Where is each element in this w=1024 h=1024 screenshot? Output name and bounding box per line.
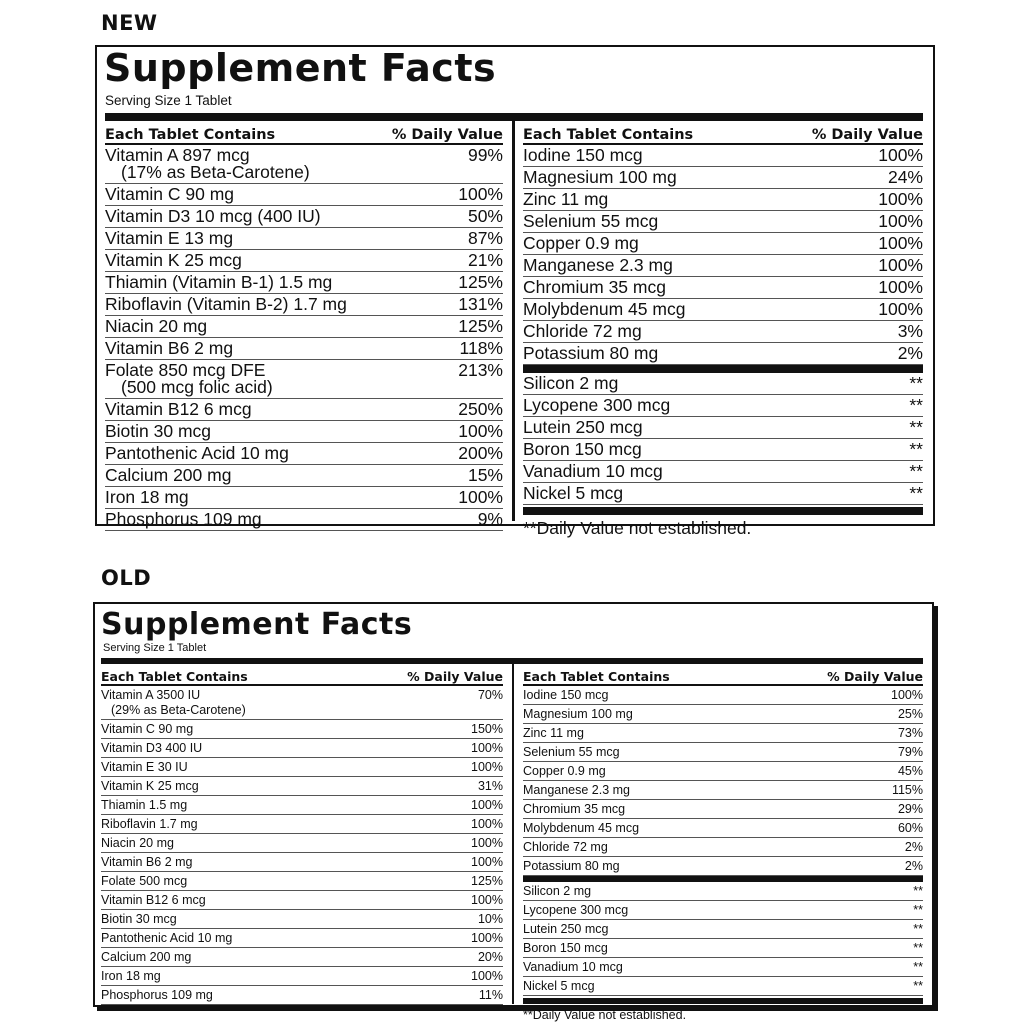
nutrient-row	[105, 487, 503, 509]
nutrient-subnote: (17% as Beta-Carotene)	[121, 162, 310, 182]
old-panel-title: Supplement Facts	[101, 607, 413, 642]
nutrient-amount: Lutein 250 mcg	[523, 417, 643, 437]
nutrient-amount: Thiamin (Vitamin B-1) 1.5 mg	[105, 272, 333, 292]
nutrient-amount: Vitamin A 897 mcg	[105, 145, 250, 165]
nutrient-name	[523, 840, 608, 855]
new-serving-size: Serving Size 1 Tablet	[105, 93, 232, 108]
nutrient-amount: Boron 150 mcg	[523, 439, 642, 459]
nutrient-amount: Silicon 2 mg	[523, 884, 592, 898]
nutrient-row	[101, 948, 503, 967]
nutrient-row	[101, 815, 503, 834]
nutrient-name	[523, 257, 673, 274]
nutrient-row	[523, 838, 923, 857]
nutrient-amount: Biotin 30 mcg	[105, 421, 212, 441]
nutrient-daily-value: 100%	[471, 817, 503, 831]
nutrient-name	[523, 783, 630, 798]
nutrient-row	[105, 250, 503, 272]
nutrient-row	[105, 316, 503, 338]
old-left-column-header	[101, 664, 503, 686]
nutrient-row	[105, 184, 503, 206]
nutrient-name	[101, 836, 174, 851]
nutrient-row	[101, 986, 503, 1005]
new-label: NEW	[101, 11, 158, 35]
nutrient-amount: Magnesium 100 mg	[523, 167, 677, 187]
nutrient-subnote: (500 mcg folic acid)	[121, 377, 273, 397]
nutrient-row	[523, 686, 923, 705]
new-footnote: **Daily Value not established.	[523, 518, 752, 538]
nutrient-name	[523, 147, 643, 164]
nutrient-amount: Zinc 11 mg	[523, 189, 609, 209]
nutrient-amount: Niacin 20 mg	[105, 316, 208, 336]
nutrient-name	[101, 688, 246, 718]
nutrient-name	[523, 397, 670, 414]
nutrient-daily-value: 50%	[467, 206, 503, 226]
nutrient-amount: Calcium 200 mg	[105, 465, 232, 485]
nutrient-row	[105, 443, 503, 465]
nutrient-daily-value: 20%	[477, 950, 503, 964]
nutrient-daily-value: **	[913, 903, 923, 917]
nutrient-amount: Pantothenic Acid 10 mg	[105, 443, 289, 463]
nutrient-daily-value: **	[913, 922, 923, 936]
nutrient-daily-value: 100%	[878, 189, 923, 209]
old-left-header-name: Each Tablet Contains	[101, 669, 248, 684]
nutrient-row	[523, 167, 923, 189]
old-right-header-dv: % Daily Value	[827, 669, 923, 684]
nutrient-daily-value: 100%	[471, 931, 503, 945]
nutrient-row	[523, 939, 923, 958]
nutrient-amount: Phosphorus 109 mg	[101, 988, 213, 1002]
nutrient-name	[523, 884, 591, 899]
nutrient-row	[523, 958, 923, 977]
nutrient-daily-value: 200%	[458, 443, 503, 463]
nutrient-name	[101, 798, 187, 813]
nutrient-daily-value: 100%	[471, 855, 503, 869]
nutrient-row	[523, 189, 923, 211]
nutrient-amount: Potassium 80 mg	[523, 343, 659, 363]
nutrient-amount: Silicon 2 mg	[523, 373, 619, 393]
nutrient-row	[101, 929, 503, 948]
nutrient-row	[523, 724, 923, 743]
nutrient-daily-value: 100%	[458, 487, 503, 507]
new-right-nutrient-list	[523, 145, 923, 365]
nutrient-row	[101, 758, 503, 777]
nutrient-daily-value: 3%	[897, 321, 923, 341]
nutrient-amount: Molybdenum 45 mcg	[523, 299, 686, 319]
nutrient-daily-value: 100%	[458, 421, 503, 441]
nutrient-row	[105, 228, 503, 250]
nutrient-name	[101, 931, 232, 946]
nutrient-name	[523, 903, 628, 918]
nutrient-name	[105, 274, 332, 291]
nutrient-daily-value: 79%	[897, 745, 923, 759]
nutrient-daily-value: **	[909, 439, 923, 459]
nutrient-daily-value: 100%	[878, 211, 923, 231]
nutrient-name	[105, 230, 233, 247]
nutrient-amount: Lycopene 300 mcg	[523, 395, 671, 415]
nutrient-row	[101, 891, 503, 910]
nutrient-name	[523, 941, 608, 956]
nutrient-daily-value: 60%	[897, 821, 923, 835]
nutrient-daily-value: **	[913, 884, 923, 898]
nutrient-name	[523, 279, 666, 296]
nutrient-name	[523, 375, 618, 392]
nutrient-row	[105, 399, 503, 421]
nutrient-row	[105, 145, 503, 184]
new-left-header-dv: % Daily Value	[391, 127, 503, 143]
nutrient-amount: Vitamin K 25 mcg	[105, 250, 242, 270]
nutrient-amount: Vitamin B12 6 mcg	[105, 399, 252, 419]
nutrient-name	[101, 893, 206, 908]
nutrient-row	[105, 294, 503, 316]
nutrient-name	[101, 817, 198, 832]
nutrient-row	[101, 720, 503, 739]
nutrient-row	[101, 686, 503, 720]
nutrient-daily-value: **	[913, 960, 923, 974]
nutrient-amount: Thiamin 1.5 mg	[101, 798, 188, 812]
nutrient-amount: Lycopene 300 mcg	[523, 903, 629, 917]
new-right-header-name: Each Tablet Contains	[523, 127, 694, 143]
nutrient-name	[105, 445, 289, 462]
nutrient-row	[523, 343, 923, 365]
nutrient-amount: Vitamin D3 400 IU	[101, 741, 203, 755]
nutrient-row	[101, 872, 503, 891]
nutrient-name	[101, 760, 188, 775]
nutrient-daily-value: 125%	[458, 316, 503, 336]
nutrient-row	[101, 739, 503, 758]
nutrient-amount: Iodine 150 mcg	[523, 688, 609, 702]
nutrient-daily-value: 100%	[891, 688, 923, 702]
old-label: OLD	[101, 566, 152, 590]
nutrient-daily-value: **	[909, 483, 923, 503]
nutrient-daily-value: 100%	[878, 255, 923, 275]
nutrient-amount: Vitamin K 25 mcg	[101, 779, 199, 793]
nutrient-daily-value: 21%	[467, 250, 503, 270]
nutrient-row	[101, 967, 503, 986]
nutrient-amount: Iodine 150 mcg	[523, 145, 643, 165]
nutrient-amount: Boron 150 mcg	[523, 941, 608, 955]
nutrient-daily-value: 99%	[467, 145, 503, 165]
nutrient-daily-value: 100%	[458, 184, 503, 204]
new-left-column-header	[105, 121, 503, 145]
nutrient-amount: Iron 18 mg	[101, 969, 161, 983]
nutrient-amount: Pantothenic Acid 10 mg	[101, 931, 233, 945]
nutrient-row	[523, 901, 923, 920]
nutrient-daily-value: 29%	[897, 802, 923, 816]
nutrient-amount: Lutein 250 mcg	[523, 922, 609, 936]
nutrient-name	[105, 252, 242, 269]
old-serving-size: Serving Size 1 Tablet	[103, 642, 207, 654]
nutrient-row	[523, 977, 923, 996]
nutrient-name	[523, 821, 639, 836]
nutrient-name	[523, 726, 584, 741]
nutrient-row	[523, 277, 923, 299]
nutrient-row	[523, 857, 923, 876]
nutrient-row	[105, 465, 503, 487]
nutrient-daily-value: **	[909, 417, 923, 437]
nutrient-daily-value: 100%	[878, 277, 923, 297]
nutrient-amount: Biotin 30 mcg	[101, 912, 177, 926]
nutrient-amount: Folate 850 mcg DFE	[105, 360, 266, 380]
nutrient-name	[523, 485, 623, 502]
nutrient-amount: Vanadium 10 mcg	[523, 960, 623, 974]
nutrient-amount: Calcium 200 mg	[101, 950, 192, 964]
nutrient-daily-value: **	[913, 979, 923, 993]
nutrient-amount: Riboflavin 1.7 mg	[101, 817, 198, 831]
new-column-divider	[512, 121, 515, 521]
nutrient-name	[523, 441, 642, 458]
nutrient-name	[105, 208, 321, 225]
new-bottom-bar	[523, 507, 923, 515]
nutrient-name	[105, 511, 262, 528]
nutrient-daily-value: 15%	[467, 465, 503, 485]
nutrient-daily-value: 100%	[471, 836, 503, 850]
nutrient-daily-value: 115%	[891, 783, 923, 797]
nutrient-daily-value: 131%	[458, 294, 503, 314]
nutrient-name	[523, 764, 606, 779]
nutrient-daily-value: 45%	[897, 764, 923, 778]
nutrient-name	[523, 922, 608, 937]
nutrient-name	[101, 722, 193, 737]
nutrient-row	[523, 800, 923, 819]
nutrient-amount: Potassium 80 mg	[523, 859, 620, 873]
nutrient-row	[523, 781, 923, 800]
nutrient-name	[105, 362, 273, 396]
nutrient-row	[523, 762, 923, 781]
nutrient-amount: Zinc 11 mg	[523, 726, 584, 740]
old-footnote: **Daily Value not established.	[523, 1008, 687, 1022]
nutrient-name	[105, 401, 252, 418]
nutrient-name	[105, 296, 347, 313]
nutrient-name	[101, 988, 213, 1003]
new-right-separator-bar	[523, 365, 923, 373]
nutrient-daily-value: 10%	[477, 912, 503, 926]
new-left-header-name: Each Tablet Contains	[105, 127, 276, 143]
nutrient-row	[523, 743, 923, 762]
nutrient-name	[523, 419, 643, 436]
old-supplement-facts-panel	[93, 602, 934, 1022]
nutrient-amount: Manganese 2.3 mg	[523, 255, 673, 275]
nutrient-name	[101, 969, 161, 984]
nutrient-amount: Manganese 2.3 mg	[523, 783, 631, 797]
nutrient-amount: Copper 0.9 mg	[523, 233, 639, 253]
nutrient-daily-value: 100%	[471, 893, 503, 907]
old-column-divider	[512, 664, 514, 1004]
nutrient-row	[523, 705, 923, 724]
nutrient-amount: Vitamin C 90 mg	[101, 722, 194, 736]
nutrient-amount: Magnesium 100 mg	[523, 707, 633, 721]
nutrient-name	[105, 186, 234, 203]
nutrient-amount: Nickel 5 mcg	[523, 483, 624, 503]
nutrient-row	[101, 777, 503, 796]
old-right-nutrient-list	[523, 686, 923, 876]
nutrient-name	[523, 191, 608, 208]
nutrient-amount: Nickel 5 mcg	[523, 979, 595, 993]
nutrient-amount: Iron 18 mg	[105, 487, 189, 507]
old-left-header-dv: % Daily Value	[407, 669, 503, 684]
nutrient-row	[523, 417, 923, 439]
nutrient-amount: Molybdenum 45 mcg	[523, 821, 640, 835]
nutrient-daily-value: 100%	[878, 145, 923, 165]
nutrient-row	[105, 206, 503, 228]
nutrient-row	[523, 819, 923, 838]
nutrient-row	[523, 233, 923, 255]
nutrient-name	[105, 489, 189, 506]
nutrient-name	[523, 707, 633, 722]
nutrient-name	[523, 688, 608, 703]
nutrient-daily-value: 87%	[467, 228, 503, 248]
nutrient-name	[523, 169, 677, 186]
nutrient-amount: Chromium 35 mcg	[523, 277, 666, 297]
nutrient-daily-value: 100%	[471, 741, 503, 755]
nutrient-daily-value: 2%	[897, 343, 923, 363]
old-left-column	[101, 664, 503, 1005]
nutrient-name	[105, 423, 211, 440]
new-right-header-dv: % Daily Value	[811, 127, 923, 143]
nutrient-row	[523, 461, 923, 483]
nutrient-name	[523, 301, 685, 318]
old-right-header-name: Each Tablet Contains	[523, 669, 670, 684]
nutrient-row	[523, 920, 923, 939]
nutrient-row	[523, 255, 923, 277]
nutrient-row	[523, 145, 923, 167]
nutrient-daily-value: 24%	[887, 167, 923, 187]
nutrient-subnote: (29% as Beta-Carotene)	[111, 703, 246, 717]
nutrient-row	[523, 483, 923, 505]
nutrient-row	[101, 796, 503, 815]
nutrient-amount: Vitamin B6 2 mg	[105, 338, 234, 358]
nutrient-name	[101, 950, 191, 965]
nutrient-name	[523, 960, 623, 975]
nutrient-row	[101, 834, 503, 853]
old-bottom-bar	[523, 998, 923, 1004]
nutrient-amount: Vanadium 10 mcg	[523, 461, 663, 481]
nutrient-amount: Vitamin D3 10 mcg (400 IU)	[105, 206, 321, 226]
nutrient-name	[523, 859, 620, 874]
nutrient-daily-value: **	[909, 461, 923, 481]
nutrient-daily-value: **	[909, 373, 923, 393]
nutrient-amount: Riboflavin (Vitamin B-2) 1.7 mg	[105, 294, 347, 314]
nutrient-row	[105, 421, 503, 443]
nutrient-name	[523, 745, 620, 760]
nutrient-daily-value: 9%	[477, 509, 503, 529]
nutrient-amount: Selenium 55 mcg	[523, 211, 659, 231]
nutrient-name	[101, 874, 187, 889]
nutrient-daily-value: 150%	[471, 722, 503, 736]
nutrient-daily-value: 100%	[471, 798, 503, 812]
nutrient-daily-value: 125%	[471, 874, 503, 888]
nutrient-daily-value: 118%	[459, 338, 503, 358]
nutrient-name	[101, 855, 192, 870]
nutrient-daily-value: 31%	[477, 779, 503, 793]
nutrient-amount: Vitamin B6 2 mg	[101, 855, 193, 869]
new-left-column	[105, 121, 503, 531]
nutrient-amount: Chromium 35 mcg	[523, 802, 626, 816]
nutrient-name	[105, 318, 207, 335]
nutrient-name	[523, 979, 595, 994]
nutrient-row	[523, 373, 923, 395]
nutrient-row	[105, 272, 503, 294]
nutrient-name	[105, 340, 233, 357]
new-right-column	[523, 121, 923, 539]
nutrient-row	[523, 882, 923, 901]
new-panel-title: Supplement Facts	[104, 46, 497, 90]
nutrient-name	[101, 779, 199, 794]
nutrient-name	[523, 345, 658, 362]
nutrient-name	[523, 235, 639, 252]
old-right-column	[523, 664, 923, 1022]
old-right-column-header	[523, 664, 923, 686]
nutrient-amount: Copper 0.9 mg	[523, 764, 606, 778]
new-right-nutrient-list-no-dv	[523, 373, 923, 505]
nutrient-daily-value: 100%	[471, 760, 503, 774]
nutrient-row	[105, 509, 503, 531]
nutrient-row	[105, 338, 503, 360]
nutrient-daily-value: 250%	[458, 399, 503, 419]
nutrient-daily-value: 70%	[477, 688, 503, 702]
new-top-thick-bar	[105, 113, 923, 121]
nutrient-amount: Vitamin E 13 mg	[105, 228, 234, 248]
old-right-nutrient-list-no-dv	[523, 882, 923, 996]
nutrient-row	[523, 439, 923, 461]
nutrient-daily-value: 100%	[878, 233, 923, 253]
new-left-nutrient-list	[105, 145, 503, 531]
nutrient-row	[101, 910, 503, 929]
nutrient-daily-value: 25%	[897, 707, 923, 721]
nutrient-daily-value: 2%	[904, 840, 923, 854]
nutrient-row	[523, 321, 923, 343]
nutrient-name	[105, 147, 310, 181]
nutrient-amount: Vitamin E 30 IU	[101, 760, 188, 774]
nutrient-name	[105, 467, 231, 484]
new-right-column-header	[523, 121, 923, 145]
old-left-nutrient-list	[101, 686, 503, 1005]
nutrient-daily-value: 125%	[458, 272, 503, 292]
nutrient-amount: Chloride 72 mg	[523, 321, 642, 341]
nutrient-amount: Niacin 20 mg	[101, 836, 174, 850]
nutrient-name	[523, 802, 625, 817]
nutrient-name	[101, 741, 202, 756]
nutrient-daily-value: 11%	[478, 988, 503, 1002]
nutrient-amount: Vitamin B12 6 mcg	[101, 893, 206, 907]
nutrient-daily-value: **	[909, 395, 923, 415]
nutrient-daily-value: 2%	[904, 859, 923, 873]
nutrient-name	[523, 213, 658, 230]
nutrient-row	[101, 853, 503, 872]
nutrient-daily-value: 213%	[458, 360, 503, 380]
nutrient-row	[523, 395, 923, 417]
nutrient-amount: Chloride 72 mg	[523, 840, 608, 854]
nutrient-row	[105, 360, 503, 399]
nutrient-amount: Vitamin A 3500 IU	[101, 688, 201, 702]
nutrient-name	[523, 323, 642, 340]
nutrient-daily-value: 100%	[471, 969, 503, 983]
nutrient-name	[523, 463, 663, 480]
nutrient-daily-value: 100%	[878, 299, 923, 319]
nutrient-amount: Folate 500 mcg	[101, 874, 188, 888]
nutrient-amount: Phosphorus 109 mg	[105, 509, 262, 529]
nutrient-row	[523, 299, 923, 321]
new-supplement-facts-panel	[95, 45, 935, 538]
nutrient-name	[101, 912, 177, 927]
nutrient-amount: Selenium 55 mcg	[523, 745, 620, 759]
nutrient-daily-value: 73%	[897, 726, 923, 740]
nutrient-daily-value: **	[913, 941, 923, 955]
nutrient-row	[523, 211, 923, 233]
nutrient-amount: Vitamin C 90 mg	[105, 184, 235, 204]
